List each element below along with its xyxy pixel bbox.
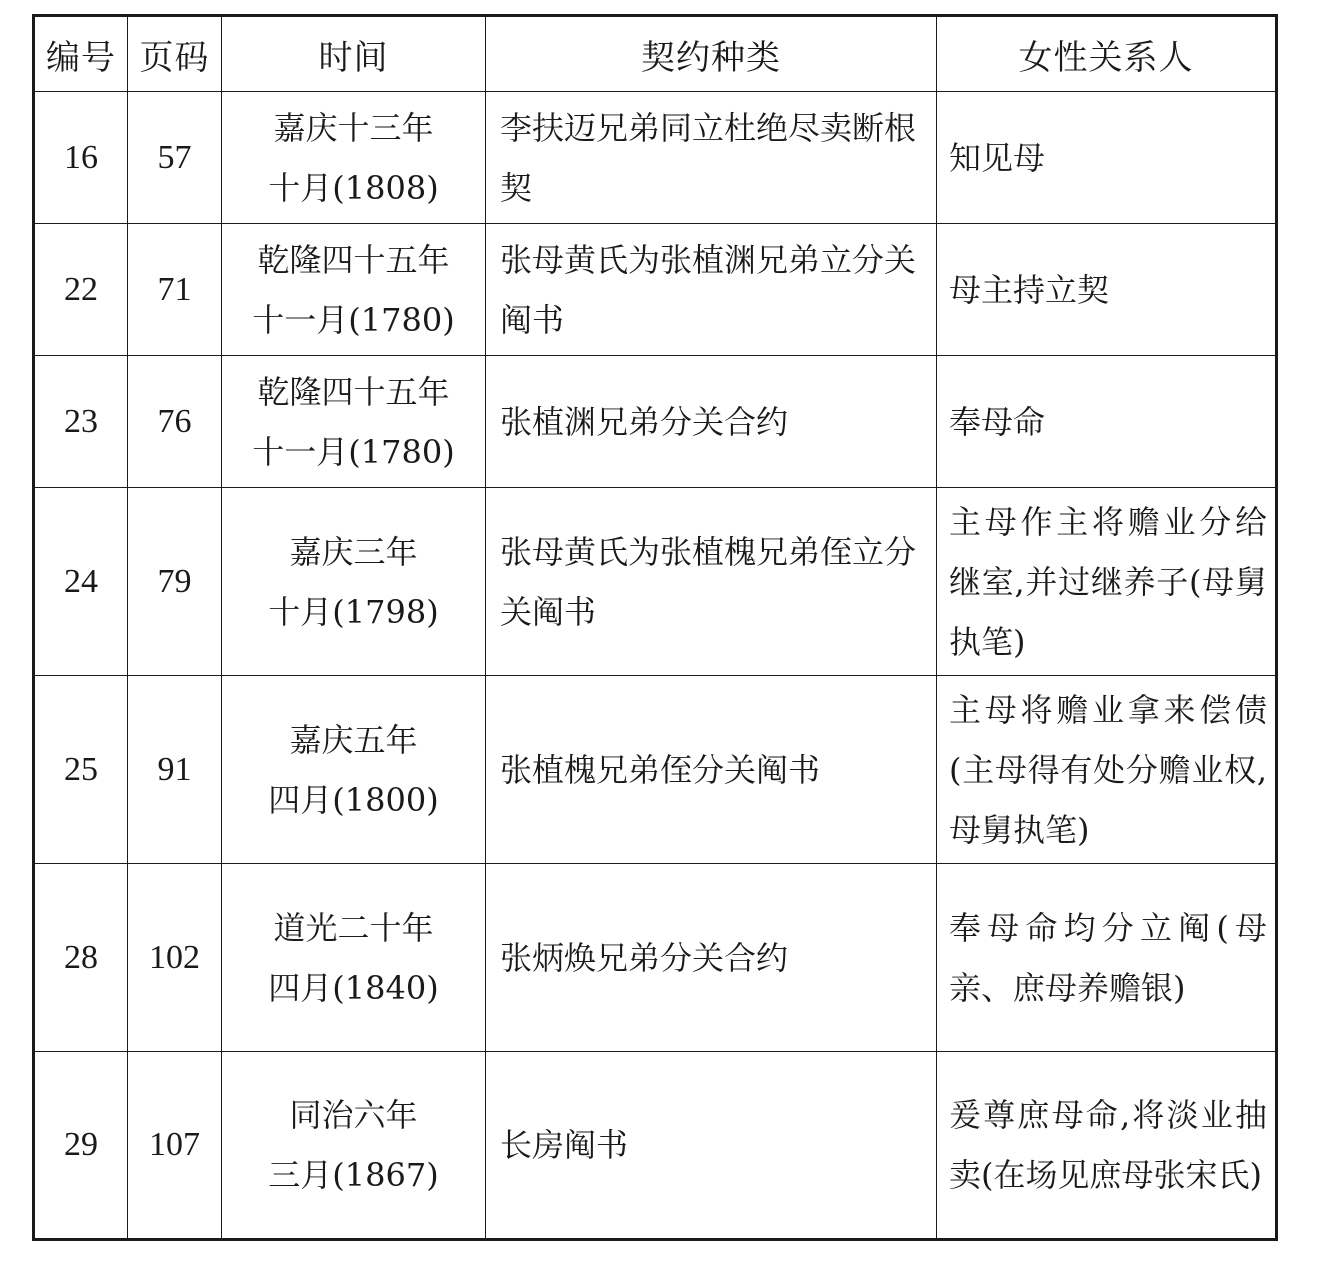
cell-female-party: 奉母命 bbox=[937, 356, 1277, 488]
cell-number: 25 bbox=[34, 676, 128, 864]
cell-number: 29 bbox=[34, 1052, 128, 1240]
cell-time bbox=[222, 676, 486, 864]
time-date: 乾隆四十五年 bbox=[257, 240, 450, 279]
table-row bbox=[34, 864, 1277, 1052]
cell-page: 91 bbox=[128, 676, 222, 864]
cell-contract-type: 张母黄氏为张植渊兄弟立分关阄书 bbox=[486, 224, 937, 356]
time-date: 同治六年 bbox=[289, 1096, 418, 1134]
time-month-year: 三月(1867) bbox=[268, 1156, 439, 1194]
cell-time bbox=[222, 488, 486, 676]
table-body bbox=[34, 92, 1277, 1240]
cell-female-party: 知见母 bbox=[937, 92, 1277, 224]
time-month-year: 四月(1840) bbox=[268, 968, 439, 1007]
cell-number: 22 bbox=[34, 224, 128, 356]
cell-time bbox=[222, 92, 486, 224]
time-date: 道光二十年 bbox=[273, 908, 434, 947]
cell-page: 57 bbox=[128, 92, 222, 224]
cell-female-party: 母主持立契 bbox=[937, 224, 1277, 356]
cell-contract-type: 张母黄氏为张植槐兄弟侄立分关阄书 bbox=[486, 488, 937, 676]
cell-female-party: 主母作主将赡业分给继室,并过继养子(母舅执笔) bbox=[937, 488, 1277, 676]
time-month-year: 四月(1800) bbox=[268, 780, 439, 819]
time-date: 嘉庆十三年 bbox=[273, 108, 434, 147]
cell-female-party: 奉母命均分立阄(母亲、庶母养赡银) bbox=[937, 864, 1277, 1052]
cell-number: 16 bbox=[34, 92, 128, 224]
cell-number: 24 bbox=[34, 488, 128, 676]
cell-time bbox=[222, 356, 486, 488]
header-row bbox=[34, 16, 1277, 92]
cell-page: 71 bbox=[128, 224, 222, 356]
time-month-year: 十一月(1780) bbox=[252, 432, 455, 471]
header-page: 页码 bbox=[128, 16, 222, 92]
table-row bbox=[34, 224, 1277, 356]
table-row bbox=[34, 676, 1277, 864]
cell-time bbox=[222, 1052, 486, 1240]
table-row bbox=[34, 356, 1277, 488]
cell-page: 102 bbox=[128, 864, 222, 1052]
table-row bbox=[34, 1052, 1277, 1240]
cell-number: 23 bbox=[34, 356, 128, 488]
time-date: 乾隆四十五年 bbox=[257, 372, 450, 411]
cell-female-party: 主母将赡业拿来偿债(主母得有处分赡业权,母舅执笔) bbox=[937, 676, 1277, 864]
cell-female-party: 爰尊庶母命,将淡业抽卖(在场见庶母张宋氏) bbox=[937, 1052, 1277, 1240]
time-date: 嘉庆三年 bbox=[289, 532, 418, 571]
header-time: 时间 bbox=[222, 16, 486, 92]
time-date: 嘉庆五年 bbox=[289, 720, 418, 759]
cell-contract-type: 张植渊兄弟分关合约 bbox=[486, 356, 937, 488]
table-row bbox=[34, 92, 1277, 224]
table-row bbox=[34, 488, 1277, 676]
cell-time bbox=[222, 864, 486, 1052]
header-contract-type: 契约种类 bbox=[486, 16, 937, 92]
cell-contract-type: 李扶迈兄弟同立杜绝尽卖断根契 bbox=[486, 92, 937, 224]
cell-time bbox=[222, 224, 486, 356]
header-number: 编号 bbox=[34, 16, 128, 92]
cell-page: 107 bbox=[128, 1052, 222, 1240]
contract-table bbox=[32, 14, 1278, 1241]
header-female-party: 女性关系人 bbox=[937, 16, 1277, 92]
cell-contract-type: 张炳焕兄弟分关合约 bbox=[486, 864, 937, 1052]
time-month-year: 十一月(1780) bbox=[252, 300, 455, 339]
cell-page: 79 bbox=[128, 488, 222, 676]
cell-contract-type: 张植槐兄弟侄分关阄书 bbox=[486, 676, 937, 864]
time-month-year: 十月(1808) bbox=[268, 168, 439, 207]
cell-page: 76 bbox=[128, 356, 222, 488]
table-header bbox=[34, 16, 1277, 92]
time-month-year: 十月(1798) bbox=[268, 592, 439, 631]
cell-contract-type: 长房阄书 bbox=[486, 1052, 937, 1240]
cell-number: 28 bbox=[34, 864, 128, 1052]
